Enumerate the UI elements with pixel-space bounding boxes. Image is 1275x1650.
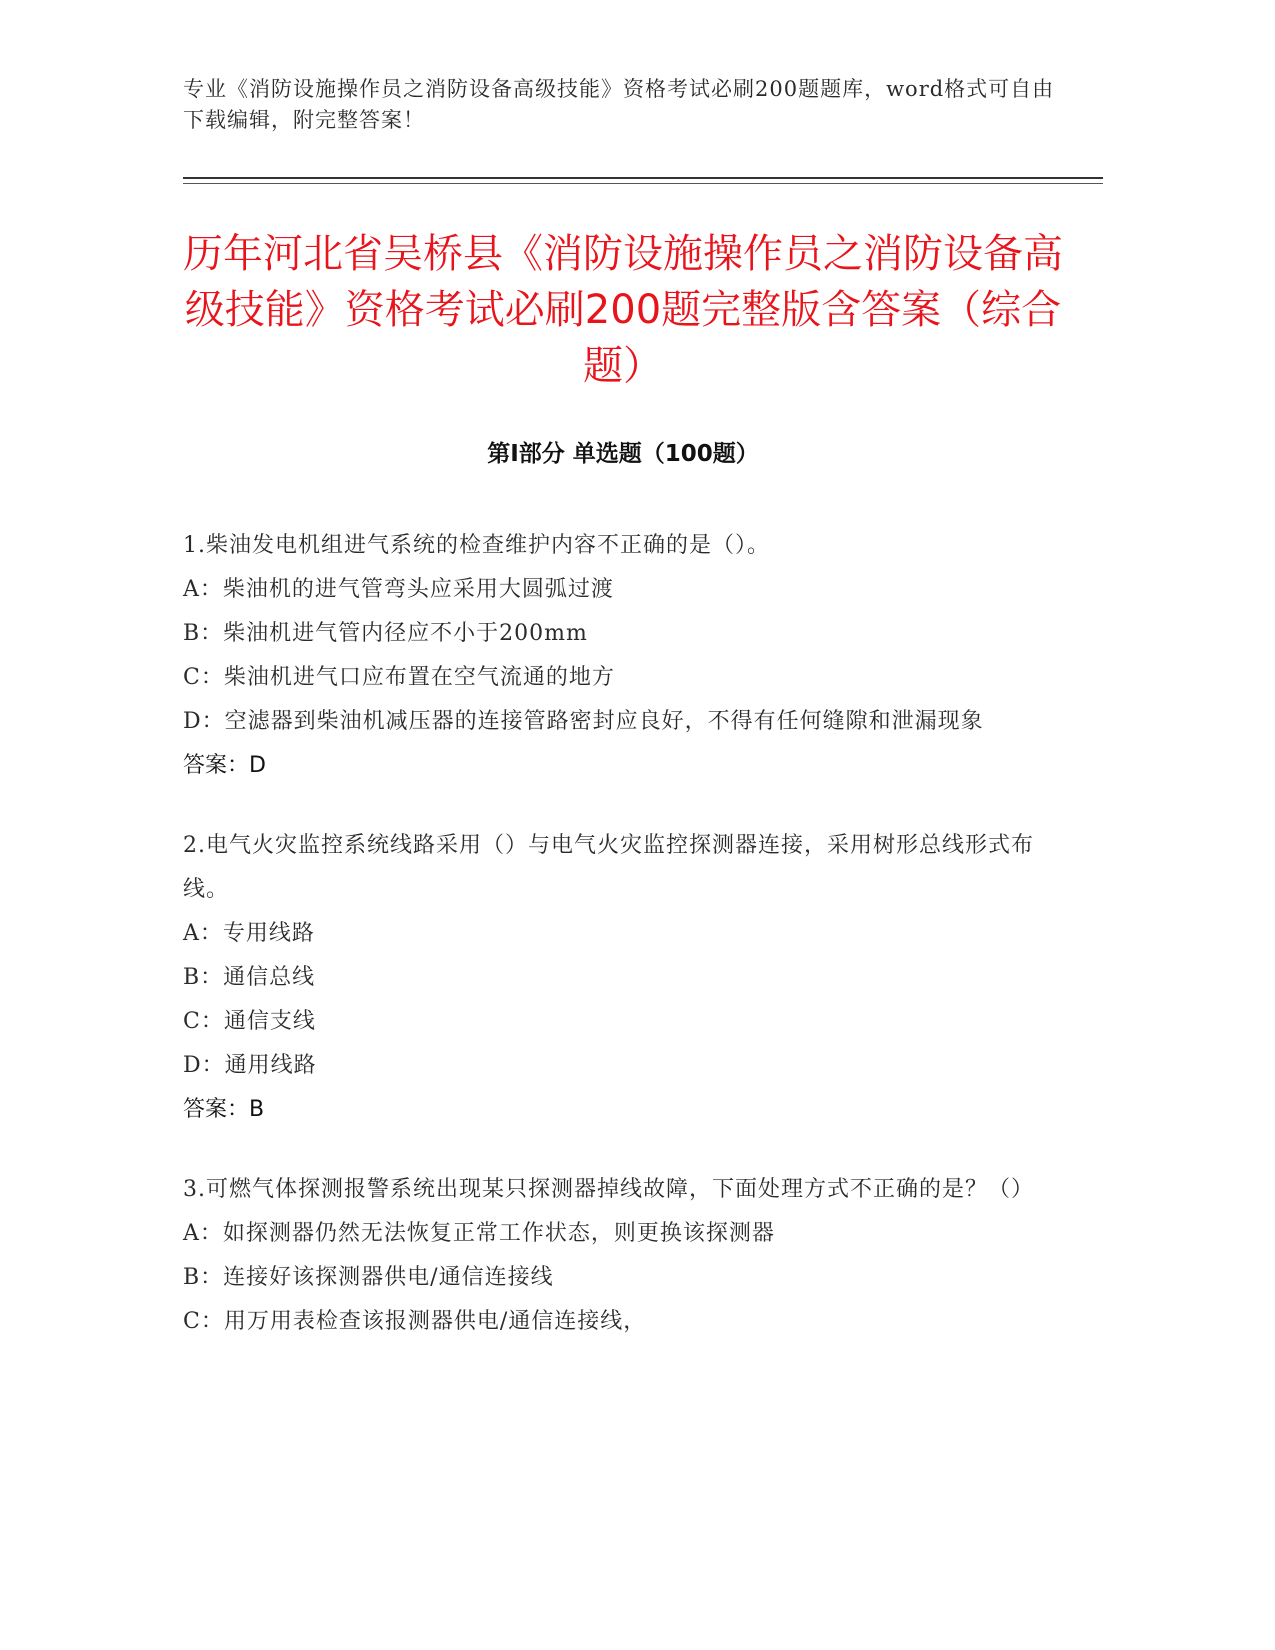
option-b: B：柴油机进气管内径应不小于200mm — [183, 621, 588, 646]
question-stem: 1.柴油发电机组进气系统的检查维护内容不正确的是（）。 — [183, 533, 770, 558]
option-b: B：连接好该探测器供电/通信连接线 — [183, 1265, 554, 1290]
option-c: C：用万用表检查该报测器供电/通信连接线， — [183, 1309, 647, 1334]
option-d: D：空滤器到柴油机减压器的连接管路密封应良好，不得有任何缝隙和泄漏现象 — [183, 709, 984, 734]
question-stem: 2.电气火灾监控系统线路采用（）与电气火灾监控探测器连接，采用树形总线形式布线。 — [183, 833, 1034, 902]
option-c: C：柴油机进气口应布置在空气流通的地方 — [183, 665, 615, 690]
section-heading: 第Ⅰ部分 单选题（100题） — [487, 441, 759, 467]
option-c: C：通信支线 — [183, 1009, 316, 1034]
answer-line: 答案：B — [183, 1097, 265, 1122]
question-list — [183, 524, 1063, 1380]
question-stem: 3.可燃气体探测报警系统出现某只探测器掉线故障，下面处理方式不正确的是？（） — [183, 1177, 1034, 1202]
answer-line: 答案：D — [183, 753, 266, 778]
option-a: A：如探测器仍然无法恢复正常工作状态，则更换该探测器 — [183, 1221, 775, 1246]
option-b: B：通信总线 — [183, 965, 316, 990]
header-note: 专业《消防设施操作员之消防设备高级技能》资格考试必刷200题题库，word格式可自由下载编辑，附完整答案！ — [183, 77, 1055, 132]
question-item — [183, 524, 1063, 788]
question-item — [183, 1168, 1063, 1344]
option-d: D：通用线路 — [183, 1053, 317, 1078]
header-divider-thick — [183, 177, 1103, 179]
option-a: A：柴油机的进气管弯头应采用大圆弧过渡 — [183, 577, 614, 602]
option-a: A：专用线路 — [183, 921, 315, 946]
document-title: 历年河北省吴桥县《消防设施操作员之消防设备高级技能》资格考试必刷200题完整版含答案（综合题） — [183, 231, 1063, 389]
question-item — [183, 824, 1063, 1132]
header-divider-thin — [183, 183, 1103, 184]
